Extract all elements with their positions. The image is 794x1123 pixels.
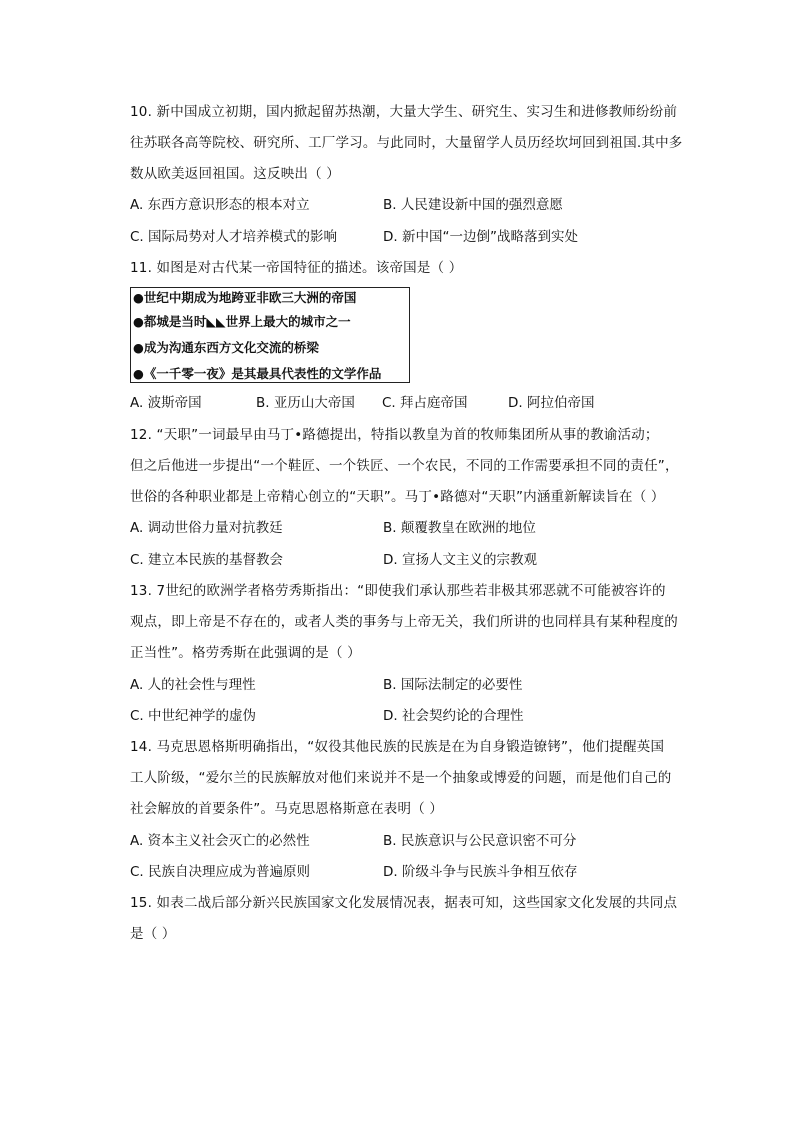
q15-line-2: 是（ ） [130, 926, 176, 942]
q12-option-b: B. 颠覆教皇在欧洲的地位 [383, 520, 536, 536]
q11-box-line-1: ●世纪中期成为地跨亚非欧三大洲的帝国 [133, 290, 357, 305]
q12-option-a: A. 调动世俗力量对抗教廷 [130, 520, 283, 536]
q10-option-c: C. 国际局势对人才培养模式的影响 [130, 229, 338, 245]
q12-option-c: C. 建立本民族的基督教会 [130, 552, 284, 568]
q14-option-a: A. 资本主义社会灭亡的必然性 [130, 833, 310, 849]
q14-line-2: 工人阶级，“爱尔兰的民族解放对他们来说并不是一个抽象或博爱的问题，而是他们自己的 [130, 770, 672, 786]
q11-stem: 11. 如图是对古代某一帝国特征的描述。该帝国是（ ） [130, 260, 463, 276]
q11-description-box [130, 287, 410, 383]
q12-line-3: 世俗的各种职业都是上帝精心创立的“天职”。马丁•路德对“天职”内涵重新解读旨在（ ） [130, 489, 665, 505]
q12-line-2: 但之后他进一步提出“一个鞋匠、一个铁匠、一个农民，不同的工作需要承担不同的责任”， [130, 458, 679, 474]
q13-line-3: 正当性”。格劳秀斯在此强调的是（ ） [130, 645, 361, 661]
q12-option-d: D. 宣扬人文主义的宗教观 [383, 552, 537, 568]
q13-option-d: D. 社会契约论的合理性 [383, 708, 524, 724]
q13-option-b: B. 国际法制定的必要性 [383, 677, 523, 693]
q13-line-2: 观点，即上帝是不存在的，或者人类的事务与上帝无关，我们所讲的也同样具有某种程度的 [130, 614, 678, 630]
q14-line-3: 社会解放的首要条件”。马克思恩格斯意在表明（ ） [130, 801, 444, 817]
q11-option-c: C. 拜占庭帝国 [382, 395, 468, 411]
q13-option-a: A. 人的社会性与理性 [130, 677, 256, 693]
q10-option-b: B. 人民建设新中国的强烈意愿 [383, 197, 563, 213]
q14-option-b: B. 民族意识与公民意识密不可分 [383, 833, 577, 849]
q10-line-3: 数从欧美返回祖国。这反映出（ ） [130, 166, 340, 182]
q12-line-1: 12. “天职”一词最早由马丁•路德提出，特指以教皇为首的牧师集团所从事的教谕活动； [130, 427, 659, 443]
q14-line-1: 14. 马克思恩格斯明确指出，“奴役其他民族的民族是在为自身锻造镣铐”，他们提醒英国 [130, 739, 665, 755]
q14-option-c: C. 民族自决理应成为普遍原则 [130, 864, 311, 880]
q13-line-1: 13. 7世纪的欧洲学者格劳秀斯指出：“即使我们承认那些若非极其邪恶就不可能被容许的 [130, 583, 666, 599]
q10-option-d: D. 新中国“一边倒”战略落到实处 [383, 229, 578, 245]
q11-option-a: A. 波斯帝国 [130, 395, 202, 411]
q11-box-line-3: ●成为沟通东西方文化交流的桥梁 [133, 340, 319, 355]
q11-option-b: B. 亚历山大帝国 [256, 395, 355, 411]
q10-line-2: 往苏联各高等院校、研究所、工厂学习。与此同时，大量留学人员历经坎坷回到祖国.其中多 [130, 135, 683, 151]
q11-box-line-4: ●《一千零一夜》是其最具代表性的文学作品 [133, 366, 382, 381]
q11-option-d: D. 阿拉伯帝国 [508, 395, 595, 411]
q13-option-c: C. 中世纪神学的虚伪 [130, 708, 257, 724]
q14-option-d: D. 阶级斗争与民族斗争相互依存 [383, 864, 578, 880]
q11-box-line-2: ●都城是当时◣◣世界上最大的城市之一 [133, 314, 351, 329]
q10-line-1: 10. 新中国成立初期，国内掀起留苏热潮，大量大学生、研究生、实习生和进修教师纷纷前 [130, 104, 678, 120]
q15-line-1: 15. 如表二战后部分新兴民族国家文化发展情况表，据表可知，这些国家文化发展的共同点 [130, 895, 678, 911]
q10-option-a: A. 东西方意识形态的根本对立 [130, 197, 310, 213]
